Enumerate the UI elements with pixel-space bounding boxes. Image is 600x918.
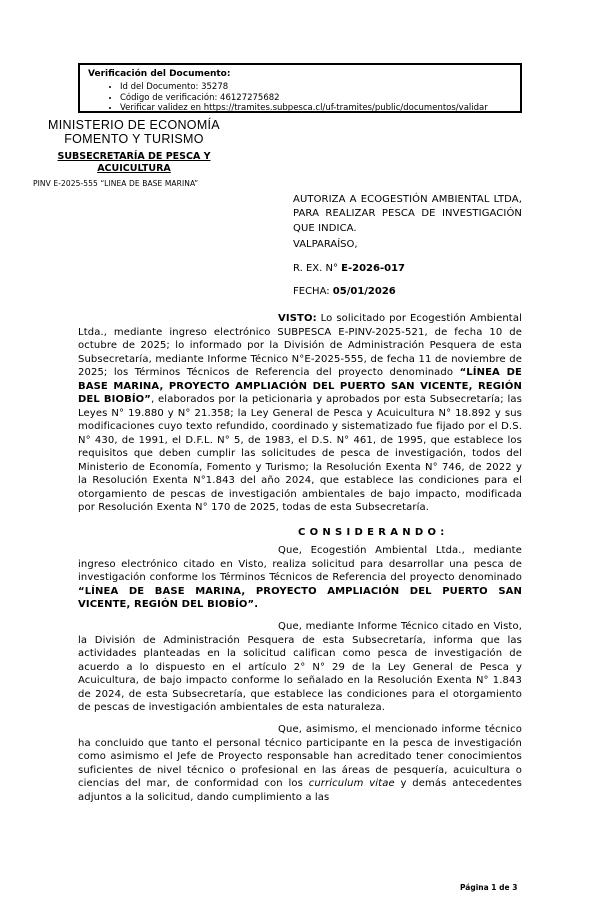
considerando-paragraph-3: Que, asimismo, el mencionado informe técnico ha concluido que tanto el personal técnico participante en la pesca de investigación como asimismo el Jefe de Proyecto responsable han acreditado tener conocimientos suficientes de nivel técnico o profesional en las áreas de pesquería, acuicultura o ciencias del mar, de conformidad con los curriculum vitae y demás antecedentes adjuntos a la solicitud, dando cumplimiento a las [78,724,522,803]
subsecretaria-line2: ACUICULTURA [97,162,171,174]
page-indicator: Página 1 de 3 [460,883,518,892]
file-reference: PINV E-2025-555 “LINEA DE BASE MARINA” [33,179,199,188]
verification-validate-link[interactable]: • Verificar validez en https://tramites.subpesca.cl/uf-tramites/public/documentos/validar [120,103,512,113]
resolution-date-value: 05/01/2026 [332,286,396,297]
verification-item-code: • Código de verificación: 46127275682 [120,93,512,104]
letterhead-subsecretaria [38,151,230,174]
subsecretaria-line1: SUBSECRETARÍA DE PESCA Y [57,151,211,162]
verification-title: Verificación del Documento: [88,69,231,79]
considerando-paragraph-2: Que, mediante Informe Técnico citado en Visto, la División de Administración Pesquera de esta Subsecretaría, informa que las actividades planteadas en la solicitud califican como pesca de investigación de acuerdo a lo dispuesto en el artículo 2° N° 29 de la Ley General de Pesca y Acuicultura, de bajo impacto conforme lo señalado en la Resolución Exenta N° 1.843 de 2024, de esta Subsecretaría, que establece las condiciones para el otorgamiento de pescas de investigación ambientales de esta naturaleza. [78,621,522,713]
verification-box [78,63,522,113]
resolution-date [293,286,396,297]
visto-paragraph: VISTO: Lo solicitado por Ecogestión Ambiental Ltda., mediante ingreso electrónico SUBPESCA E-PINV-2025-521, de fecha 10 de octubre de 2025; lo informado por la División de Administración Pesquera de esta Subsecretaría, mediante Informe Técnico N°E-2025-555, de fecha 11 de noviembre de 2025; los Términos Técnicos de Referencia del proyecto denominado “LÍNEA DE BASE MARINA, PROYECTO AMPLIACIÓN DEL PUERTO SAN VICENTE, REGIÓN DEL BIOBÍO”, elaborados por la peticionaria y aprobados por esta Subsecretaría; las Leyes N° 19.880 y N° 21.358; la Ley General de Pesca y Acuicultura N° 18.892 y sus modificaciones cuyo texto refundido, coordinado y sistematizado fue fijado por el D.S. N° 430, de 1991, el D.F.L. N° 5, de 1983, el D.S. N° 461, de 1995, que establece los requisitos que deben cumplir las solicitudes de pesca de investigación, todos del Ministerio de Economía, Fomento y Turismo; la Resolución Exenta N° 746, de 2022 y la Resolución Exenta N°1.843 del año 2024, que establece las condiciones para el otorgamiento de pescas de investigación ambientales de bajo impacto, modificada por Resolución Exenta N° 170 de 2025, todas de esta Subsecretaría. [78,313,522,513]
resolution-subject: AUTORIZA A ECOGESTIÓN AMBIENTAL LTDA, PARA REALIZAR PESCA DE INVESTIGACIÓN QUE INDICA. [293,194,522,234]
resolution-number-label: R. EX. N° [293,263,342,274]
letterhead-ministry [38,118,230,146]
ministry-name-line2: FOMENTO Y TURISMO [64,132,204,146]
ministry-name-line1: MINISTERIO DE ECONOMÍA [48,118,220,132]
resolution-number-value: E-2026-017 [341,263,405,274]
considerando-heading: C O N S I D E R A N D O : [298,526,445,538]
resolution-body [78,312,522,813]
resolution-number [293,263,405,274]
verification-list [88,82,512,113]
resolution-date-label: FECHA: [293,286,333,297]
verification-item-document-id: • Id del Documento: 35278 [120,82,512,93]
resolution-city: VALPARAÍSO, [293,239,358,250]
considerando-paragraph-1: Que, Ecogestión Ambiental Ltda., mediante ingreso electrónico citado en Visto, realiza solicitud para desarrollar una pesca de investigación conforme los Términos Técnicos de Referencia del proyecto denominado “LÍNEA DE BASE MARINA, PROYECTO AMPLIACIÓN DEL PUERTO SAN VICENTE, REGIÓN DEL BIOBÍO”. [78,545,522,610]
